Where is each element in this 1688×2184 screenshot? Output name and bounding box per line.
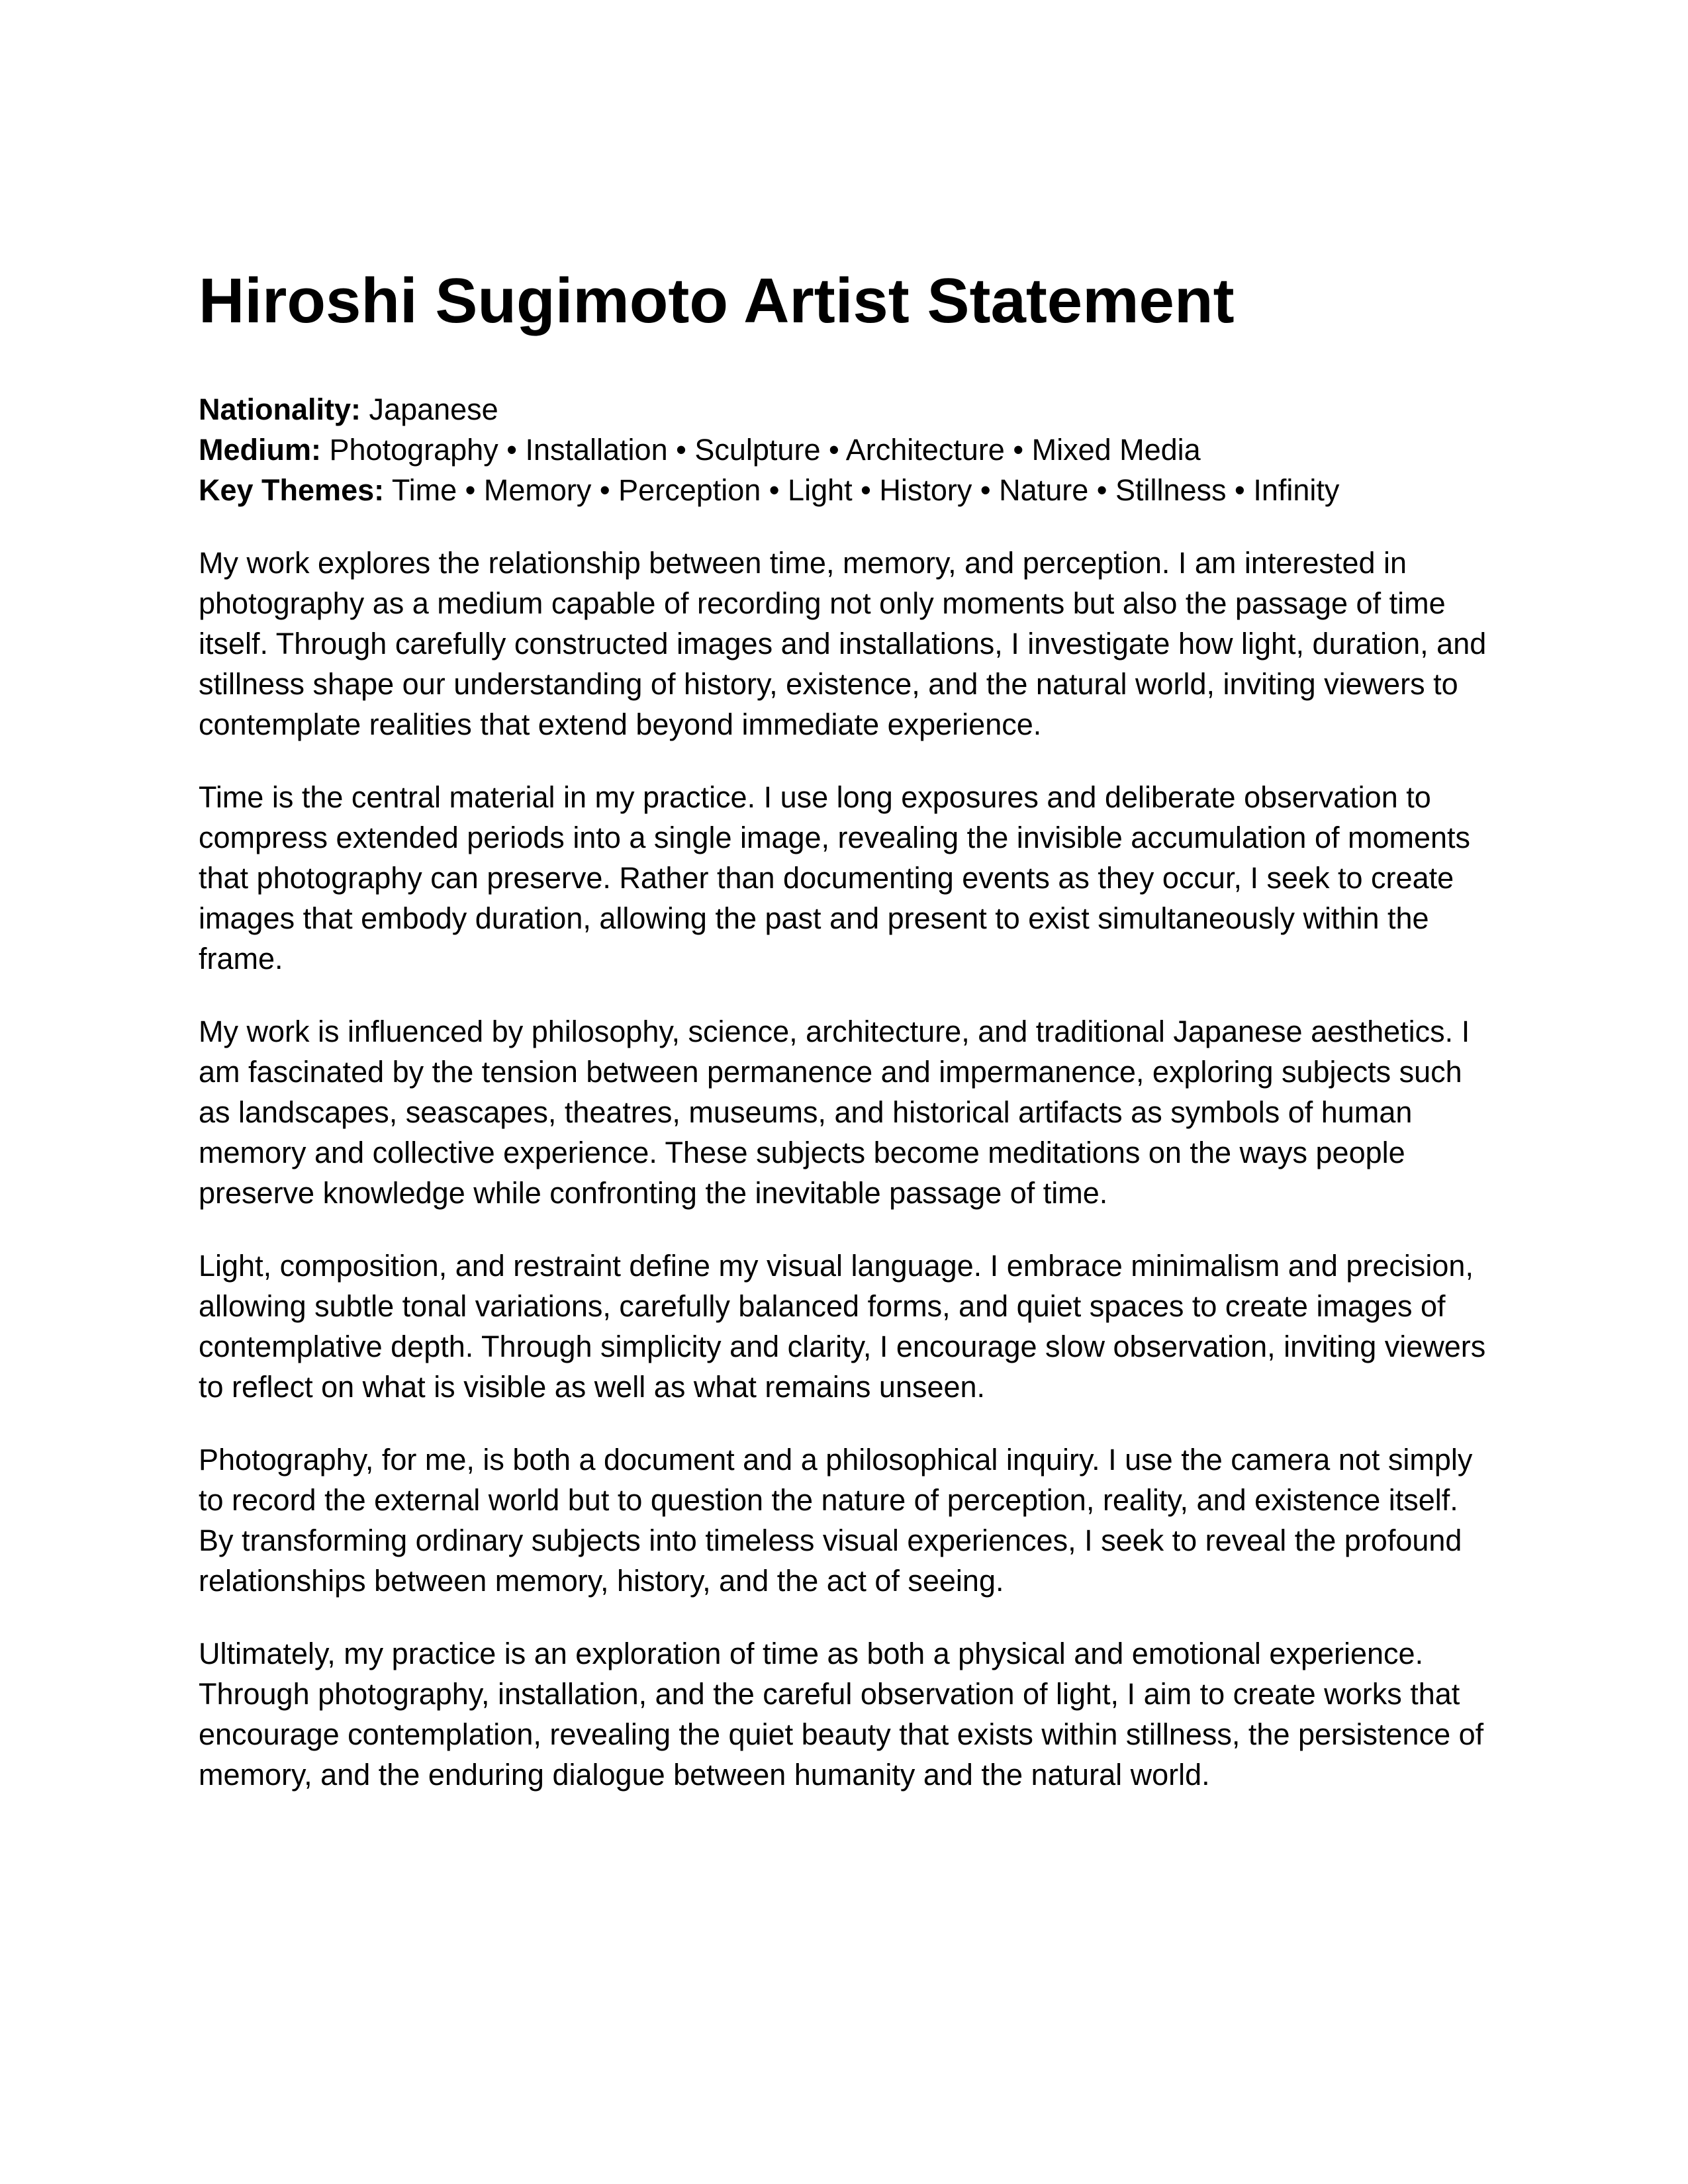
- nationality-line: [199, 389, 1496, 430]
- document-page: [199, 251, 1496, 1795]
- medium-line: [199, 430, 1496, 470]
- nationality-value: Japanese: [369, 392, 498, 426]
- paragraph-4: Light, composition, and restraint define my visual language. I embrace minimalism and precision, allowing subtle tonal variations, carefully balanced forms, and quiet spaces to create images of contemplative depth. Through simplicity and clarity, I encourage slow observation, inviting viewers to reflect on what is visible as well as what remains unseen.: [199, 1249, 1486, 1404]
- paragraph-1: My work explores the relationship between time, memory, and perception. I am interested in photography as a medium capable of recording not only moments but also the passage of time itself. Through carefully constructed images and installations, I investigate how light, duration, and stillness shape our understanding of history, existence, and the natural world, inviting viewers to contemplate realities that extend beyond immediate experience.: [199, 546, 1487, 741]
- key-themes-line: [199, 470, 1496, 510]
- paragraph-6: Ultimately, my practice is an exploration of time as both a physical and emotional experience. Through photography, installation, and the careful observation of light, I aim to create works that encourage contemplation, revealing the quiet beauty that exists within stillness, the persistence of memory, and the enduring dialogue between humanity and the natural world.: [199, 1637, 1484, 1792]
- paragraph-5: Photography, for me, is both a document and a philosophical inquiry. I use the camera not simply to record the external world but to question the nature of perception, reality, and existence itself. By transforming ordinary subjects into timeless visual experiences, I seek to reveal the profound relationships between memory, history, and the act of seeing.: [199, 1443, 1473, 1598]
- paragraph-3: My work is influenced by philosophy, science, architecture, and traditional Japanese aesthetics. I am fascinated by the tension between permanence and impermanence, exploring subjects such as landscapes, seascapes, theatres, museums, and historical artifacts as symbols of human memory and collective experience. These subjects become meditations on the ways people preserve knowledge while confronting the inevitable passage of time.: [199, 1015, 1470, 1210]
- paragraph-2: Time is the central material in my practice. I use long exposures and deliberate observation to compress extended periods into a single image, revealing the invisible accumulation of moments that photography can preserve. Rather than documenting events as they occur, I seek to create images that embody duration, allowing the past and present to exist simultaneously within the frame.: [199, 780, 1471, 976]
- document-title: Hiroshi Sugimoto Artist Statement: [199, 265, 1235, 336]
- medium-value: Photography • Installation • Sculpture • Architecture • Mixed Media: [329, 433, 1201, 467]
- key-themes-label: Key Themes:: [199, 473, 385, 507]
- key-themes-value: Time • Memory • Perception • Light • History • Nature • Stillness • Infinity: [391, 473, 1340, 507]
- medium-label: Medium:: [199, 433, 321, 467]
- nationality-label: Nationality:: [199, 392, 361, 426]
- metadata-block: [199, 389, 1496, 510]
